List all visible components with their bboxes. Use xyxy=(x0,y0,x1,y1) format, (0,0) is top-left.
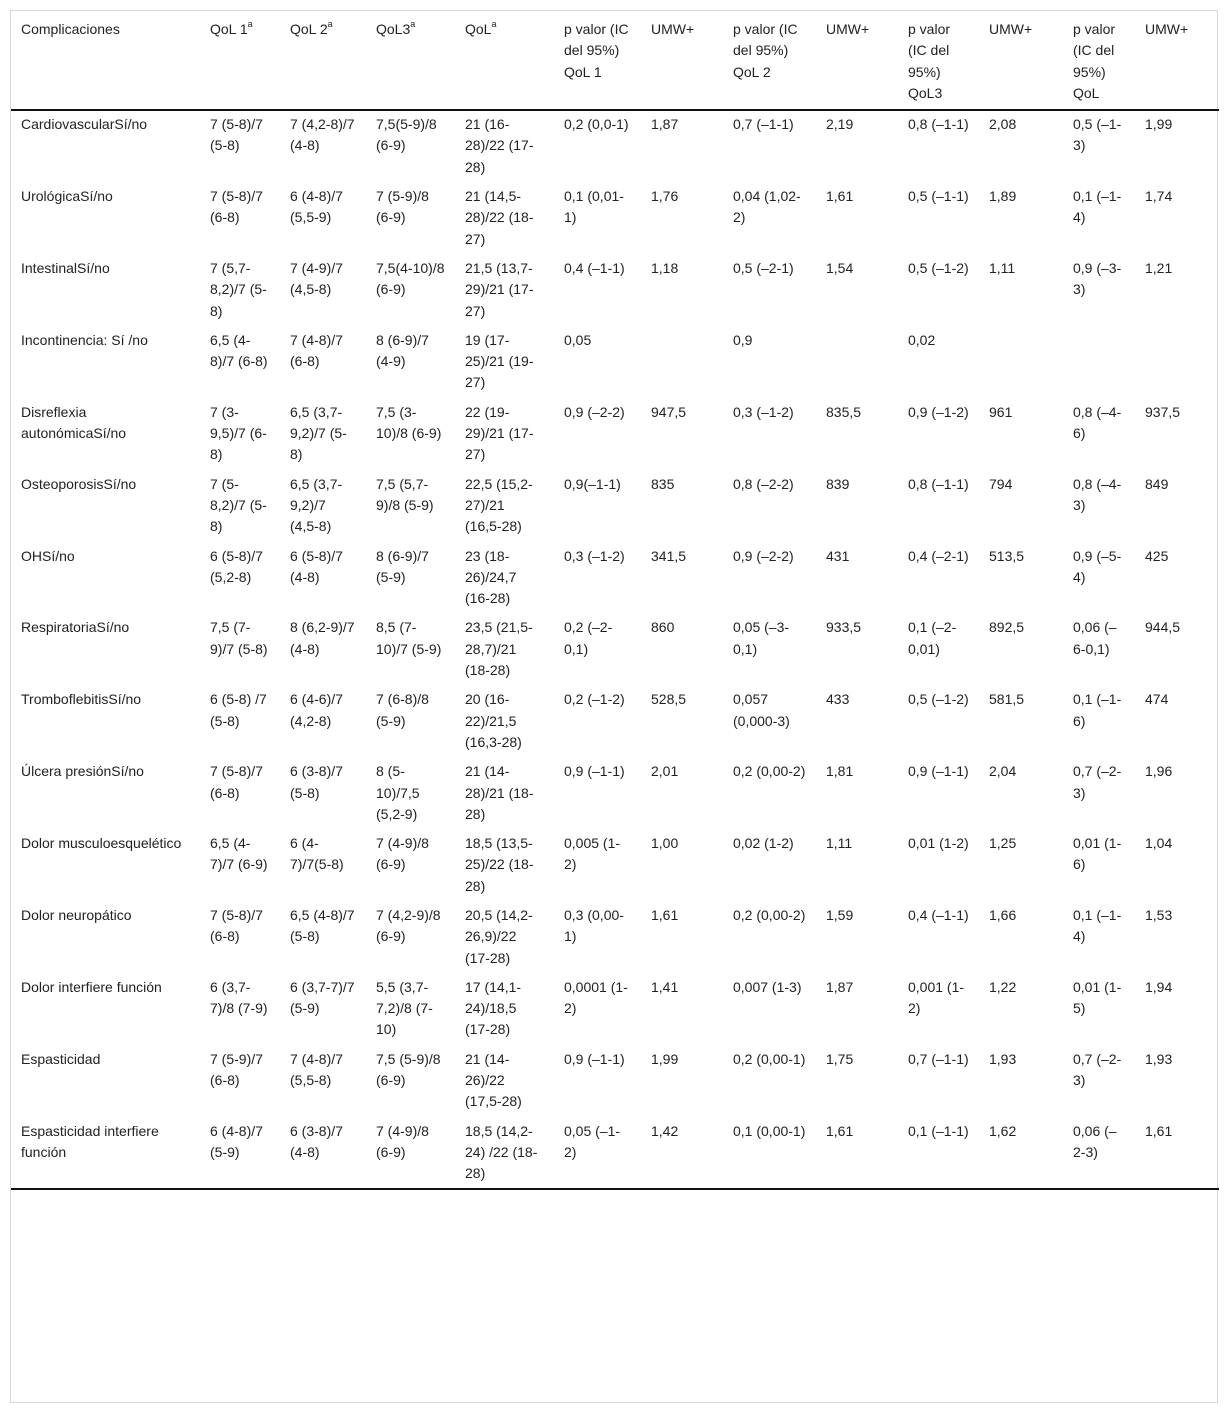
table-cell: 0,7 (–1-1) xyxy=(908,1050,969,1067)
header-umw-qol: UMW+ xyxy=(1135,11,1219,110)
table-cell: 7 (4-9)/7 (4,5-8) xyxy=(290,259,343,298)
table-cell: 0,8 (–4-6) xyxy=(1073,403,1122,442)
table-cell: 18,5 (13,5-25)/22 (18-28) xyxy=(465,835,534,894)
header-pvalue-qol3: p valor (IC del 95%) QoL3 xyxy=(898,11,979,110)
table-cell: 2,01 xyxy=(651,763,679,780)
table-cell: 1,99 xyxy=(1145,116,1173,133)
table-cell: 961 xyxy=(989,403,1013,420)
table-cell: 1,87 xyxy=(826,978,854,995)
table-cell: 341,5 xyxy=(651,547,687,564)
table-row xyxy=(11,901,1219,973)
table-cell xyxy=(979,326,1063,398)
table-cell: 19 (17-25)/21 (19-27) xyxy=(465,331,534,391)
table-cell: 1,87 xyxy=(651,116,679,133)
table-cell: 1,18 xyxy=(651,259,679,276)
table-cell: 1,61 xyxy=(816,1117,898,1189)
table-cell: 839 xyxy=(826,475,850,492)
table-cell: 7 (4-9)/8 (6-9) xyxy=(366,1117,455,1189)
table-cell: 860 xyxy=(651,619,675,636)
table-cell: 0,2 (0,00-2) xyxy=(733,906,806,923)
row-label-cell: OsteoporosisSí/no xyxy=(21,475,137,492)
table-cell: 21 (14-28)/21 (18-28) xyxy=(465,763,534,822)
table-cell: 1,66 xyxy=(989,906,1017,923)
table-cell xyxy=(1063,326,1135,398)
table-row xyxy=(11,326,1219,398)
table-cell: 1,04 xyxy=(1145,835,1173,852)
table-cell: 1,22 xyxy=(989,978,1017,995)
table-cell: 1,89 xyxy=(989,188,1017,205)
table-cell: 1,61 xyxy=(1135,1117,1219,1189)
table-cell: 849 xyxy=(1145,475,1169,492)
table-cell: 0,5 (–1-3) xyxy=(1073,116,1122,154)
table-cell: 7 (5-8)/7 (6-8) xyxy=(210,188,263,226)
table-cell: 8 (6-9)/7 (5-9) xyxy=(376,547,429,585)
table-cell: 0,2 (0,00-1) xyxy=(733,1050,806,1067)
table-cell: 431 xyxy=(826,547,850,564)
table-cell: 1,94 xyxy=(1145,978,1173,995)
table-cell: 0,5 (–1-2) xyxy=(908,259,969,276)
table-cell: 0,9 (–1-1) xyxy=(908,763,969,780)
table-cell: 8,5 (7-10)/7 (5-9) xyxy=(376,619,442,657)
table-cell: 1,25 xyxy=(989,835,1017,852)
table-cell: 8 (5-10)/7,5 (5,2-9) xyxy=(376,763,420,822)
table-cell: 8 (6,2-9)/7 (4-8) xyxy=(290,619,355,657)
table-cell: 581,5 xyxy=(989,691,1025,708)
table-cell: 0,1 (0,00-1) xyxy=(723,1117,816,1189)
table-cell: 7 (4-9)/8 (6-9) xyxy=(376,835,429,873)
table-cell: 23,5 (21,5-28,7)/21 (18-28) xyxy=(465,619,533,679)
table-cell: 1,99 xyxy=(651,1050,679,1067)
table-cell: 0,2 (0,0-1) xyxy=(564,116,629,133)
table-cell: 0,9 xyxy=(733,331,753,348)
table-cell: 1,61 xyxy=(651,906,679,923)
table-cell: 0,4 (–1-1) xyxy=(564,259,625,276)
table-cell: 17 (14,1-24)/18,5 (17-28) xyxy=(465,978,522,1038)
table-cell: 0,2 (–2-0,1) xyxy=(564,619,613,657)
table-frame xyxy=(10,10,1218,1403)
table-cell: 944,5 xyxy=(1145,619,1181,636)
table-cell: 0,5 (–2-1) xyxy=(733,259,794,276)
table-cell: 7,5 (7-9)/7 (5-8) xyxy=(210,619,268,657)
table-cell: 7,5 (3-10)/8 (6-9) xyxy=(376,403,442,442)
table-cell: 0,8 (–1-1) xyxy=(908,116,969,133)
table-cell: 0,9 (–1-1) xyxy=(564,763,625,780)
table-cell: 7 (6-8)/8 (5-9) xyxy=(376,691,429,729)
table-cell: 6,5 (4-8)/7 (5-8) xyxy=(290,906,355,945)
header-pvalue-qol2: p valor (IC del 95%) QoL 2 xyxy=(723,11,816,110)
table-cell: 1,81 xyxy=(826,763,854,780)
table-cell: 474 xyxy=(1145,691,1169,708)
table-row xyxy=(11,542,1219,614)
table-cell: 6 (3,7-7)/7 (5-9) xyxy=(290,978,355,1017)
table-cell: 6 (5-8) /7 (5-8) xyxy=(210,691,267,729)
header-qol2: QoL 2$^a$ xyxy=(280,11,366,110)
row-label-cell: Disreflexia autonómicaSí/no xyxy=(21,403,127,442)
table-cell: 0,05 xyxy=(564,331,592,348)
table-cell: 892,5 xyxy=(989,619,1025,636)
header-qol: QoL$^a$ xyxy=(455,11,554,110)
table-cell: 20,5 (14,2-26,9)/22 (17-28) xyxy=(465,906,533,966)
table-cell: 0,1 (–1-4) xyxy=(1073,188,1122,226)
table-cell: 0,007 (1-3) xyxy=(733,978,802,995)
header-umw-qol3: UMW+ xyxy=(979,11,1063,110)
table-cell: 2,08 xyxy=(989,116,1017,133)
table-cell xyxy=(1135,326,1219,398)
table-cell: 8 (6-9)/7 (4-9) xyxy=(376,331,429,370)
table-cell: 7,5 (5,7-9)/8 (5-9) xyxy=(376,475,434,513)
table-row xyxy=(11,470,1219,542)
table-cell: 2,04 xyxy=(989,763,1017,780)
table-cell xyxy=(816,326,898,398)
header-qol1: QoL 1$^a$ xyxy=(200,11,280,110)
table-row xyxy=(11,757,1219,829)
table-row xyxy=(11,110,1219,182)
table-cell: 1,93 xyxy=(989,1050,1017,1067)
table-cell: 1,41 xyxy=(651,978,679,995)
table-cell: 6 (4-8)/7 (5-9) xyxy=(200,1117,280,1189)
table-cell: 0,9 (–1-2) xyxy=(908,403,969,420)
table-cell: 6 (4-8)/7 (5,5-9) xyxy=(290,188,343,226)
table-cell: 0,1 (–1-4) xyxy=(1073,906,1122,945)
table-cell: 425 xyxy=(1145,547,1169,564)
table-cell: 6 (3,7-7)/8 (7-9) xyxy=(210,978,268,1017)
table-cell: 0,5 (–1-2) xyxy=(908,691,969,708)
table-cell: 7 (5-8)/7 (5-8) xyxy=(210,116,263,154)
table-cell: 794 xyxy=(989,475,1013,492)
row-label-cell: Dolor interfiere función xyxy=(21,978,162,995)
table-cell: 21 (14-26)/22 (17,5-28) xyxy=(465,1050,522,1110)
table-cell: 6 (4-6)/7 (4,2-8) xyxy=(290,691,343,729)
table-cell: 0,9 (–1-1) xyxy=(564,1050,625,1067)
row-label-cell: TromboflebitisSí/no xyxy=(21,691,142,708)
table-cell: 0,9 (–2-2) xyxy=(733,547,794,564)
table-cell: 0,3 (0,00-1) xyxy=(564,906,624,945)
table-cell: 1,42 xyxy=(641,1117,723,1189)
table-cell: 1,74 xyxy=(1145,188,1173,205)
table-cell: 0,02 xyxy=(908,331,936,348)
table-cell: 21,5 (13,7-29)/21 (17-27) xyxy=(465,259,534,319)
table-cell: 0,7 (–2-3) xyxy=(1073,763,1122,801)
table-cell: 0,06 (–2-3) xyxy=(1063,1117,1135,1189)
table-cell: 21 (16-28)/22 (17-28) xyxy=(465,116,534,175)
table-cell: 0,8 (–2-2) xyxy=(733,475,794,492)
table-cell: 1,93 xyxy=(1145,1050,1173,1067)
header-qol3: QoL3$^a$ xyxy=(366,11,455,110)
table-cell: 7 (5-8,2)/7 (5-8) xyxy=(210,475,267,535)
table-cell: 0,7 (–1-1) xyxy=(733,116,794,133)
table-cell: 0,1 (0,01-1) xyxy=(564,188,624,226)
table-cell: 0,2 (–1-2) xyxy=(564,691,625,708)
table-cell: 7,5(4-10)/8 (6-9) xyxy=(376,259,445,298)
table-cell xyxy=(641,326,723,398)
table-cell: 0,001 (1-2) xyxy=(908,978,965,1017)
table-cell: 0,5 (–1-1) xyxy=(908,188,969,205)
table-cell: 1,53 xyxy=(1145,906,1173,923)
table-cell: 513,5 xyxy=(989,547,1025,564)
table-row xyxy=(11,398,1219,470)
table-cell: 0,05 (–3-0,1) xyxy=(733,619,790,657)
table-cell: 0,2 (0,00-2) xyxy=(733,763,806,780)
table-body xyxy=(11,110,1219,1188)
table-cell: 20 (16-22)/21,5 (16,3-28) xyxy=(465,691,522,750)
table-cell: 7 (4-8)/7 (6-8) xyxy=(290,331,343,370)
table-cell: 0,005 (1-2) xyxy=(564,835,621,873)
table-cell: 0,9 (–5-4) xyxy=(1073,547,1122,585)
row-label-cell: CardiovascularSí/no xyxy=(21,116,148,133)
row-label-cell: Dolor musculoesquelético xyxy=(21,835,182,852)
table-cell: 0,8 (–4-3) xyxy=(1073,475,1122,513)
table-cell: 0,1 (–1-1) xyxy=(898,1117,979,1189)
table-cell: 7,5 (5-9)/8 (6-9) xyxy=(376,1050,441,1089)
table-cell: 1,00 xyxy=(651,835,679,852)
table-cell: 0,02 (1-2) xyxy=(733,835,794,852)
row-label-cell: Dolor neuropático xyxy=(21,906,132,923)
table-cell: 7 (5-8)/7 (6-8) xyxy=(210,906,263,945)
table-cell: 0,3 (–1-2) xyxy=(733,403,794,420)
table-cell: 7 (5-9)/8 (6-9) xyxy=(376,188,429,226)
table-cell: 1,59 xyxy=(826,906,854,923)
header-row xyxy=(11,11,1219,110)
table-cell: 0,01 (1-2) xyxy=(908,835,969,852)
header-umw-qol1: UMW+ xyxy=(641,11,723,110)
table-row xyxy=(11,973,1219,1045)
table-cell: 22 (19-29)/21 (17-27) xyxy=(465,403,534,463)
row-label-cell: Espasticidad interfiere función xyxy=(11,1117,200,1189)
table-cell: 2,19 xyxy=(826,116,854,133)
table-cell: 7,5(5-9)/8 (6-9) xyxy=(376,116,437,154)
table-cell: 528,5 xyxy=(651,691,687,708)
table-cell: 6 (5-8)/7 (5,2-8) xyxy=(210,547,263,585)
header-pvalue-qol1: p valor (IC del 95%) QoL 1 xyxy=(554,11,641,110)
table-cell: 0,7 (–2-3) xyxy=(1073,1050,1122,1089)
table-row xyxy=(11,182,1219,254)
table-cell: 0,9 (–2-2) xyxy=(564,403,625,420)
table-cell: 0,3 (–1-2) xyxy=(564,547,625,564)
table-cell: 6 (3-8)/7 (4-8) xyxy=(280,1117,366,1189)
table-cell: 6,5 (4-8)/7 (6-8) xyxy=(210,331,268,370)
table-cell: 433 xyxy=(826,691,850,708)
header-pvalue-qol: p valor (IC del 95%) QoL xyxy=(1063,11,1135,110)
table-row xyxy=(11,613,1219,685)
table-cell: 0,01 (1-5) xyxy=(1073,978,1122,1017)
table-cell: 7 (4,2-8)/7 (4-8) xyxy=(290,116,355,154)
table-row xyxy=(11,829,1219,901)
table-cell: 7 (5-8)/7 (6-8) xyxy=(210,763,263,801)
row-label-cell: UrológicaSí/no xyxy=(21,188,113,205)
header-complicaciones: Complicaciones xyxy=(11,11,200,110)
table-cell: 18,5 (14,2-24) /22 (18-28) xyxy=(455,1117,554,1189)
table-cell: 0,4 (–2-1) xyxy=(908,547,969,564)
table-cell: 5,5 (3,7-7,2)/8 (7-10) xyxy=(376,978,433,1038)
row-label-cell: RespiratoriaSí/no xyxy=(21,619,130,636)
table-cell: 0,057 (0,000-3) xyxy=(733,691,790,729)
table-cell: 1,11 xyxy=(989,259,1016,276)
table-cell: 6,5 (3,7-9,2)/7 (4,5-8) xyxy=(290,475,343,535)
table-cell: 21 (14,5-28)/22 (18-27) xyxy=(465,188,534,247)
table-cell: 1,96 xyxy=(1145,763,1173,780)
table-cell: 933,5 xyxy=(826,619,862,636)
table-cell: 1,61 xyxy=(826,188,854,205)
table-cell: 0,9 (–3-3) xyxy=(1073,259,1122,298)
table-cell: 7 (5,7-8,2)/7 (5-8) xyxy=(210,259,267,319)
table-cell: 1,21 xyxy=(1145,259,1173,276)
table-cell: 947,5 xyxy=(651,403,687,420)
table-cell: 6,5 (3,7-9,2)/7 (5-8) xyxy=(290,403,347,463)
table-row xyxy=(11,1045,1219,1117)
table-cell: 6 (4-7)/7(5-8) xyxy=(290,835,344,873)
header-umw-qol2: UMW+ xyxy=(816,11,898,110)
table-cell: 0,01 (1-6) xyxy=(1073,835,1122,873)
table-cell: 0,05 (–1-2) xyxy=(554,1117,641,1189)
table-cell: 835,5 xyxy=(826,403,862,420)
row-label-cell: OHSí/no xyxy=(21,547,75,564)
row-label-cell: Úlcera presiónSí/no xyxy=(21,763,144,780)
table-cell: 6 (3-8)/7 (5-8) xyxy=(290,763,343,801)
table-cell: 22,5 (15,2-27)/21 (16,5-28) xyxy=(465,475,533,535)
table-cell: 6 (5-8)/7 (4-8) xyxy=(290,547,343,585)
table-row xyxy=(11,1117,1219,1189)
table-cell: 1,62 xyxy=(979,1117,1063,1189)
table-row xyxy=(11,685,1219,757)
table-cell: 7 (3-9,5)/7 (6-8) xyxy=(210,403,267,463)
table-cell: 0,04 (1,02-2) xyxy=(733,188,801,226)
table-cell: 0,1 (–1-6) xyxy=(1073,691,1122,729)
table-cell: 7 (4-8)/7 (5,5-8) xyxy=(290,1050,343,1089)
table-cell: 6,5 (4-7)/7 (6-9) xyxy=(210,835,268,873)
table-cell: 1,54 xyxy=(826,259,854,276)
table-cell: 0,8 (–1-1) xyxy=(908,475,969,492)
table-cell: 1,76 xyxy=(651,188,679,205)
row-label-cell: IntestinalSí/no xyxy=(21,259,110,276)
table-cell: 0,06 (–6-0,1) xyxy=(1073,619,1117,657)
row-label-cell: Incontinencia: Sí /no xyxy=(21,331,148,348)
table-cell: 937,5 xyxy=(1145,403,1181,420)
table-cell: 7 (4,2-9)/8 (6-9) xyxy=(376,906,441,945)
complications-table xyxy=(11,11,1219,1190)
row-label-cell: Espasticidad xyxy=(21,1050,101,1067)
table-cell: 0,1 (–2-0,01) xyxy=(908,619,957,657)
table-cell: 1,11 xyxy=(826,835,853,852)
table-cell: 0,9(–1-1) xyxy=(564,475,621,492)
table-cell: 835 xyxy=(651,475,675,492)
table-cell: 0,0001 (1-2) xyxy=(564,978,628,1017)
table-cell: 0,4 (–1-1) xyxy=(908,906,969,923)
table-cell: 7 (5-9)/7 (6-8) xyxy=(210,1050,263,1089)
table-row xyxy=(11,254,1219,326)
table-cell: 23 (18-26)/24,7 (16-28) xyxy=(465,547,517,607)
table-cell: 1,75 xyxy=(826,1050,854,1067)
